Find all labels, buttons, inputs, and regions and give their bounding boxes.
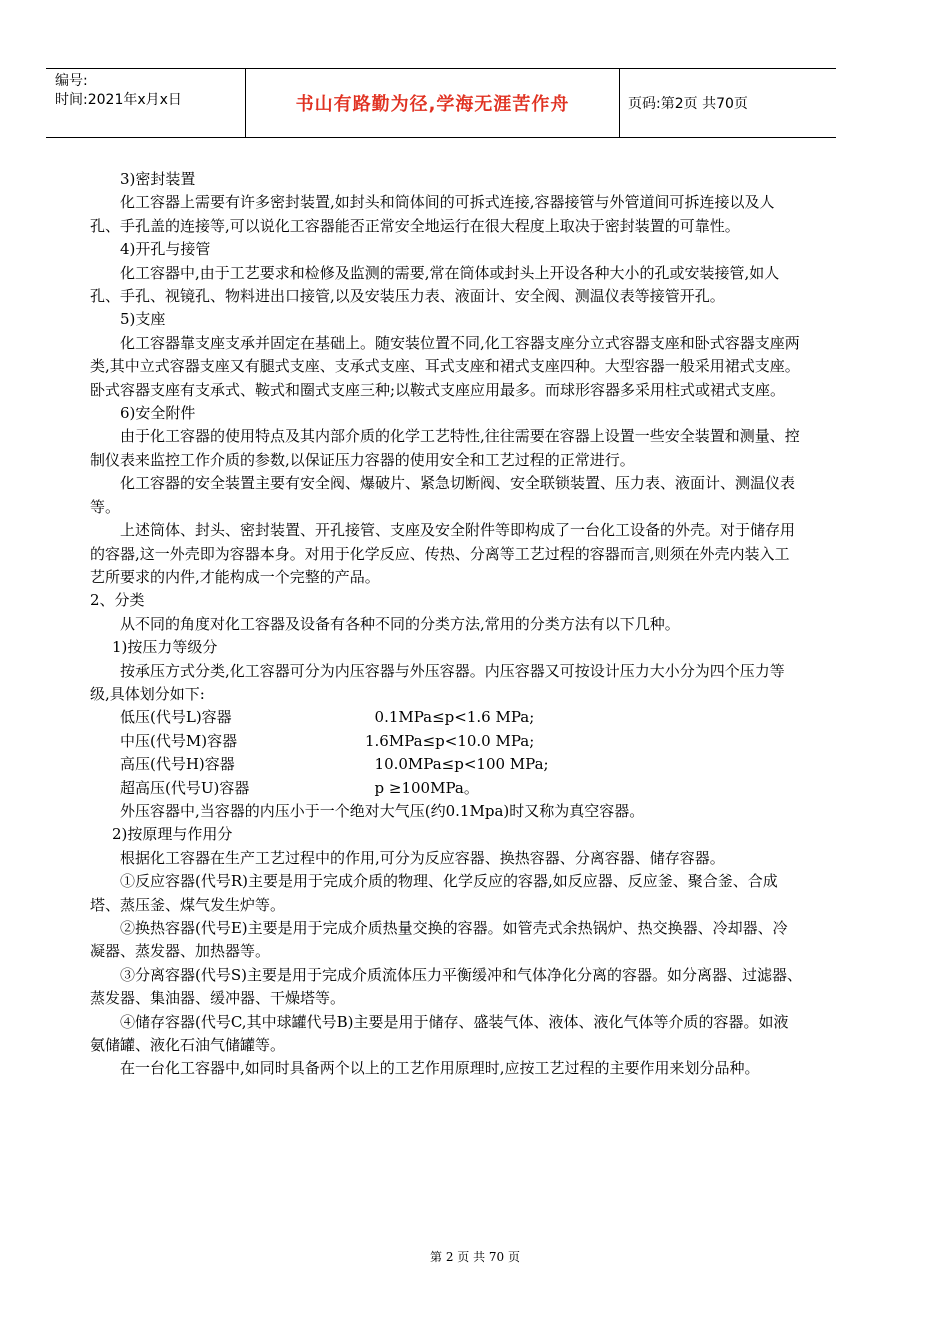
paragraph: 3)密封装置	[120, 170, 196, 188]
doc-number-label: 编号:	[55, 73, 88, 89]
paragraph: 从不同的角度对化工容器及设备有各种不同的分类方法,常用的分类方法有以下几种。	[120, 614, 680, 633]
paragraph: 2、分类	[90, 591, 145, 610]
pressure-level-label: 超高压(代号U)容器	[120, 778, 250, 797]
paragraph: 上述筒体、封头、密封装置、开孔接管、支座及安全附件等即构成了一台化工设备的外壳。对于储存用的容器,这一外壳即为容器本身。对用于化学反应、传热、分离等工艺过程的容器而言,则须在外壳内装入工艺所要求的内件,才能构成一个完整的产品。	[90, 521, 796, 586]
paragraph: 5)支座	[120, 310, 166, 329]
pressure-level-range: 0.1MPa≤p<1.6 MPa;	[365, 708, 535, 727]
paragraph: ④储存容器(代号C,其中球罐代号B)主要是用于储存、盛装气体、液体、液化气体等介质的容器。如液氨储罐、液化石油气储罐等。	[90, 1012, 789, 1055]
paragraph: ③分离容器(代号S)主要是用于完成介质流体压力平衡缓冲和气体净化分离的容器。如分离器、过滤器、蒸发器、集油器、缓冲器、干燥塔等。	[90, 965, 802, 1008]
paragraph: 4)开孔与接管	[120, 240, 211, 259]
pressure-level-label: 低压(代号L)容器	[120, 708, 232, 727]
paragraph: 在一台化工容器中,如同时具备两个以上的工艺作用原理时,应按工艺过程的主要作用来划分品种。	[120, 1059, 760, 1078]
header-meta	[46, 69, 246, 137]
paragraph: 根据化工容器在生产工艺过程中的作用,可分为反应容器、换热容器、分离容器、储存容器。	[120, 848, 725, 867]
paragraph: 化工容器上需要有许多密封装置,如封头和筒体间的可拆式连接,容器接管与外管道间可拆连接以及人孔、手孔盖的连接等,可以说化工容器能否正常安全地运行在很大程度上取决于密封装置的可靠性。	[90, 193, 775, 235]
paragraph: 按承压方式分类,化工容器可分为内压容器与外压容器。内压容器又可按设计压力大小分为四个压力等级,具体划分如下:	[90, 661, 785, 703]
pressure-level-range: p ≥100MPa。	[365, 778, 479, 797]
pressure-level-row	[90, 753, 802, 776]
paragraph: 6)安全附件	[120, 404, 196, 423]
paragraph: 2)按原理与作用分	[112, 825, 233, 844]
pressure-level-label: 高压(代号H)容器	[120, 755, 235, 774]
pressure-level-label: 中压(代号M)容器	[120, 731, 238, 750]
paragraph: 由于化工容器的使用特点及其内部介质的化学工艺特性,往往需要在容器上设置一些安全装置和测量、控制仪表来监控工作介质的参数,以保证压力容器的使用安全和工艺过程的正常进行。	[90, 427, 800, 469]
document-body	[90, 168, 802, 1081]
page-footer: 第 2 页 共 70 页	[430, 1250, 520, 1264]
page-header	[46, 68, 836, 138]
pressure-level-range: 10.0MPa≤p<100 MPa;	[365, 755, 549, 774]
paragraph: 1)按压力等级分	[112, 638, 218, 657]
paragraph: 化工容器靠支座支承并固定在基础上。随安装位置不同,化工容器支座分立式容器支座和卧式容器支座两类,其中立式容器支座又有腿式支座、支承式支座、耳式支座和裙式支座四种。大型容器一般采用裙式支座。卧式容器支座有支承式、鞍式和圈式支座三种;以鞍式支座应用最多。而球形容器多采用柱式或裙式支座。	[90, 333, 800, 399]
pressure-level-list	[90, 706, 802, 800]
doc-time-label: 时间:2021年x月x日	[55, 92, 182, 108]
paragraph: 外压容器中,当容器的内压小于一个绝对大气压(约0.1Mpa)时又称为真空容器。	[120, 801, 645, 820]
paragraph: ②换热容器(代号E)主要是用于完成介质热量交换的容器。如管壳式余热锅炉、热交换器、冷却器、冷凝器、蒸发器、加热器等。	[90, 919, 788, 961]
pressure-level-row	[90, 706, 802, 729]
paragraph: ①反应容器(代号R)主要是用于完成介质的物理、化学反应的容器,如反应器、反应釜、聚合釜、合成塔、蒸压釜、煤气发生炉等。	[90, 872, 778, 914]
pressure-level-row	[90, 730, 802, 753]
header-page-info: 页码:第2页 共70页	[628, 96, 748, 112]
paragraph: 化工容器中,由于工艺要求和检修及监测的需要,常在筒体或封头上开设各种大小的孔或安装接管,如人孔、手孔、视镜孔、物料进出口接管,以及安装压力表、液面计、安全阀、测温仪表等接管开孔。	[90, 263, 780, 306]
paragraph: 化工容器的安全装置主要有安全阀、爆破片、紧急切断阀、安全联锁装置、压力表、液面计、测温仪表等。	[90, 474, 796, 516]
pressure-level-row	[90, 777, 802, 800]
header-motto: 书山有路勤为径,学海无涯苦作舟	[246, 69, 620, 137]
pressure-level-range: 1.6MPa≤p<10.0 MPa;	[365, 731, 535, 750]
